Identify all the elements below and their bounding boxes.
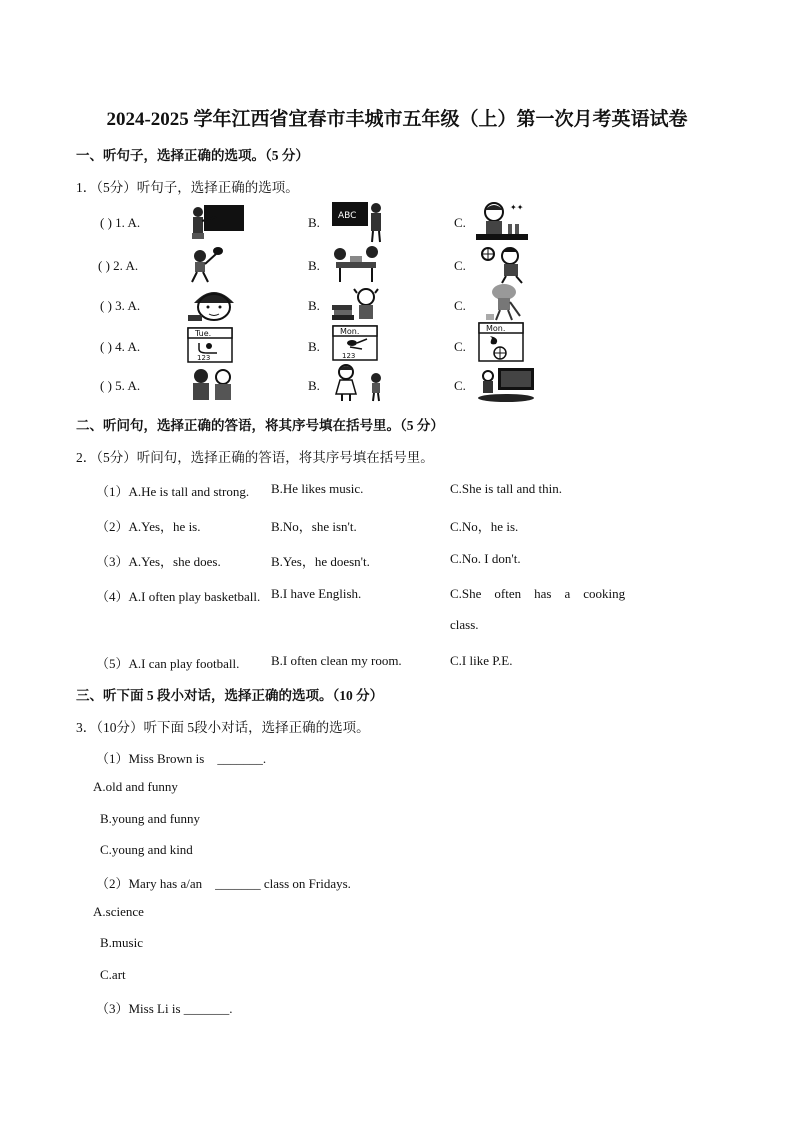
q1-row3-label: ( ) 3. A. (100, 298, 141, 313)
q3-line2: A.old and funny (93, 779, 178, 794)
calendar-mon-ball-icon (478, 322, 524, 362)
q1-row3-c: C. (454, 298, 466, 313)
question-1: 1．（5分）听句子，选择正确的选项。 (76, 180, 299, 195)
q1-row2-b: B. (308, 258, 320, 273)
q3-line8: C.art (100, 967, 126, 982)
board-abc-text: ABC (338, 211, 357, 221)
q1-row1-b: B. (308, 215, 320, 230)
calendar-mon-icon (332, 325, 378, 361)
q2-item1-b: B.He likes music. (271, 481, 364, 496)
girl-with-books-icon (330, 285, 380, 323)
q2-item2-c: C.No，he is. (450, 519, 519, 534)
section2-heading: 二、听问句，选择正确的答语，将其序号填在括号里。（5 分） (76, 418, 444, 433)
svg-text:✦✦: ✦✦ (510, 203, 524, 212)
kids-at-table-icon (330, 244, 382, 284)
q2-item5-a: （5）A.I can play football. (96, 656, 240, 671)
q1-row4-b: B. (308, 339, 320, 354)
q2-item2-a: （2）A.Yes，he is. (96, 519, 201, 534)
calendar-mon-num: 123 (342, 352, 356, 360)
calendar-tue-num: 123 (197, 354, 211, 362)
question-3: 3．（10分）听下面 5段小对话，选择正确的选项。 (76, 720, 370, 735)
q2-item4-c-cont: class. (450, 617, 479, 632)
q1-row5-b: B. (308, 378, 320, 393)
calendar-tue-text: Tue. (195, 329, 212, 338)
q2-item3-b: B.Yes，he doesn't. (271, 554, 370, 569)
page-title: 2024-2025 学年江西省宜春市丰城市五年级（上）第一次月考英语试卷 (106, 109, 688, 130)
girl-sweeping-icon (484, 282, 524, 322)
boy-with-ball-icon (480, 244, 530, 284)
q2-item5-c: C.I like P.E. (450, 653, 513, 668)
calendar-mon-ball-text: Mon. (486, 324, 506, 333)
q3-line1: （1）Miss Brown is _______. (96, 751, 267, 766)
q1-row4-label: ( ) 4. A. (100, 339, 141, 354)
question-2: 2．（5分）听问句，选择正确的答语，将其序号填在括号里。 (76, 450, 434, 465)
section1-heading: 一、听句子，选择正确的选项。（5 分） (76, 148, 309, 163)
q2-item4-c: C.She often has a cooking (450, 586, 626, 601)
q2-item1-a: （1）A.He is tall and strong. (96, 484, 250, 499)
girl-and-boy-icon (330, 362, 388, 402)
q3-line6: A.science (93, 904, 144, 919)
girl-ping-pong-icon (186, 244, 226, 284)
q2-item2-b: B.No，she isn't. (271, 519, 357, 534)
q1-row3-b: B. (308, 298, 320, 313)
q2-item5-b: B.I often clean my room. (271, 653, 402, 668)
q1-row1-label: ( ) 1. A. (100, 215, 141, 230)
q1-row2-label: ( ) 2. A. (98, 258, 139, 273)
q2-item3-c: C.No. I don't. (450, 551, 521, 566)
q3-line7: B.music (100, 935, 143, 950)
two-boys-icon (187, 366, 237, 402)
q3-line4: C.young and kind (100, 842, 193, 857)
calendar-mon-text: Mon. (340, 327, 360, 336)
teacher-at-board-icon (186, 203, 246, 241)
section3-heading: 三、听下面 5 段小对话，选择正确的选项。（10 分） (76, 688, 384, 703)
q1-row2-c: C. (454, 258, 466, 273)
q3-line3: B.young and funny (100, 811, 201, 826)
q2-item3-a: （3）A.Yes，she does. (96, 554, 221, 569)
teacher-abc-board-icon (330, 200, 386, 244)
scientist-girl-icon (474, 200, 530, 242)
q2-item4-a: （4）A.I often play basketball. (96, 589, 261, 604)
q2-item1-c: C.She is tall and thin. (450, 481, 562, 496)
q1-row5-c: C. (454, 378, 466, 393)
q2-item4-b: B.I have English. (271, 586, 362, 601)
q3-line9: （3）Miss Li is _______. (96, 1001, 233, 1016)
woman-head-icon (186, 285, 242, 323)
q1-row1-c: C. (454, 215, 466, 230)
q3-line5: （2）Mary has a/an _______ class on Fridays. (96, 876, 351, 891)
calendar-tue-icon (187, 327, 233, 363)
teacher-computer-icon (476, 366, 536, 402)
q1-row5-label: ( ) 5. A. (100, 378, 141, 393)
q1-row4-c: C. (454, 339, 466, 354)
